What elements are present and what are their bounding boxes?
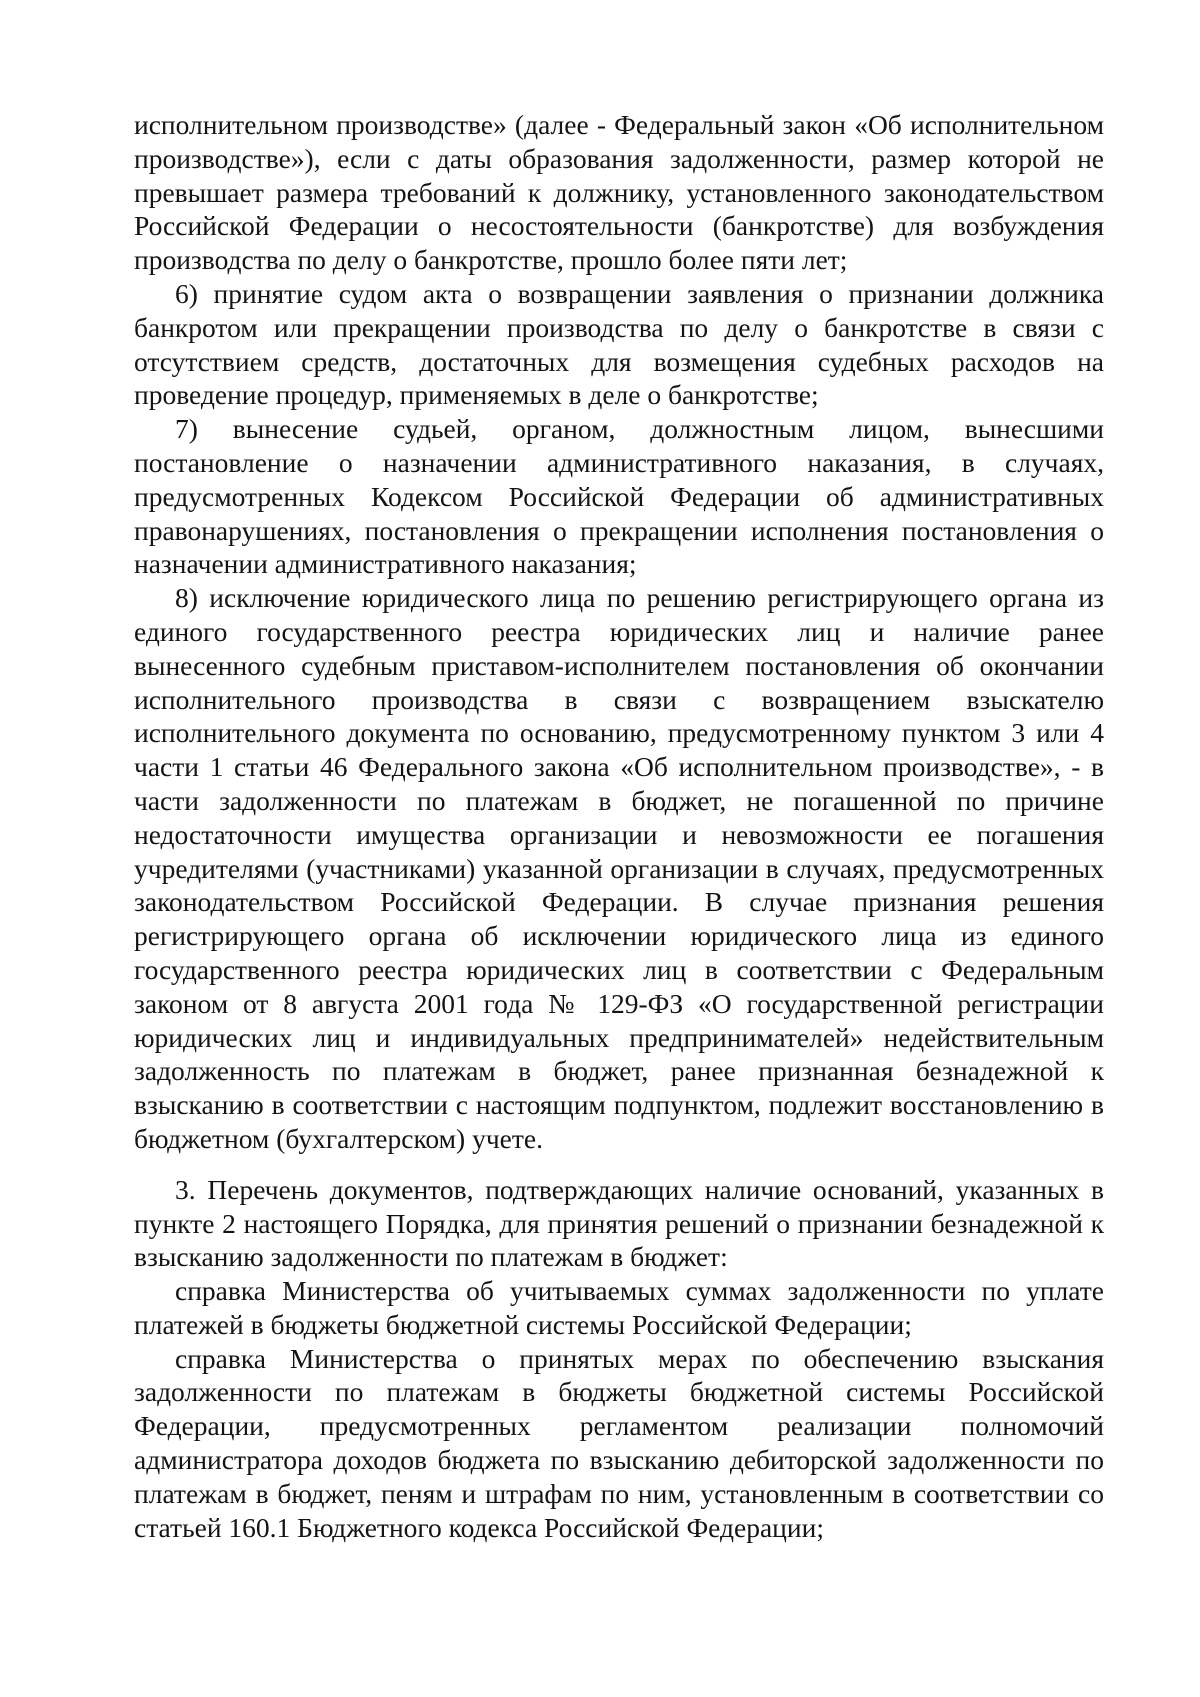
paragraph-item-6: 6) принятие судом акта о возвращении заявления о признании должника банкротом или прекращении производства по делу о банкротстве в связи с отсутствием средств, достаточных для возмещения судебных расходов на проведение процедур, применяемых в деле о банкротстве; [134, 277, 1104, 411]
paragraph-reference-2: справка Министерства о принятых мерах по обеспечению взыскания задолженности по платежам в бюджеты бюджетной системы Российской Федерации, предусмотренных регламентом реализации полномочий администратора доходов бюджета по взысканию дебиторской задолженности по платежам в бюджет, пеням и штрафам по ним, установленным в соответствии со статьей 160.1 Бюджетного кодекса Российской Федерации; [134, 1342, 1104, 1543]
paragraph-item-7: 7) вынесение судьей, органом, должностным лицом, вынесшими постановление о назначении административного наказания, в случаях, предусмотренных Кодексом Российской Федерации об административных правонарушениях, постановления о прекращении исполнения постановления о назначении административного наказания; [134, 413, 1104, 580]
document-page [134, 108, 1104, 1544]
paragraph-continuation: исполнительном производстве» (далее - Федеральный закон «Об исполнительном производстве»), если с даты образования задолженности, размер которой не превышает размера требований к должнику, установленного законодательством Российской Федерации о несостоятельности (банкротстве) для возбуждения производства по делу о банкротстве, прошло более пяти лет; [134, 109, 1104, 276]
paragraph-section-3: 3. Перечень документов, подтверждающих наличие оснований, указанных в пункте 2 настоящего Порядка, для принятия решений о признании безнадежной к взысканию задолженности по платежам в бюджет: [134, 1173, 1104, 1273]
paragraph-reference-1: справка Министерства об учитываемых суммах задолженности по уплате платежей в бюджеты бюджетной системы Российской Федерации; [134, 1275, 1104, 1340]
paragraph-item-8: 8) исключение юридического лица по решению регистрирующего органа из единого государственного реестра юридических лиц и наличие ранее вынесенного судебным приставом-исполнителем постановления об окончании исполнительного производства в связи с возвращением взыскателю исполнительного документа по основанию, предусмотренному пунктом 3 или 4 части 1 статьи 46 Федерального закона «Об исполнительном производстве», - в части задолженности по платежам в бюджет, не погашенной по причине недостаточности имущества организации и невозможности ее погашения учредителями (участниками) указанной организации в случаях, предусмотренных законодательством Российской Федерации. В случае признания решения регистрирующего органа об исключении юридического лица из единого государственного реестра юридических лиц в соответствии с Федеральным законом от 8 августа 2001 года № 129-ФЗ «О государственной регистрации юридических лиц и индивидуальных предпринимателей» недействительным задолженность по платежам в бюджет, ранее признанная безнадежной к взысканию в соответствии с настоящим подпунктом, подлежит восстановлению в бюджетном (бухгалтерском) учете. [134, 582, 1104, 1154]
